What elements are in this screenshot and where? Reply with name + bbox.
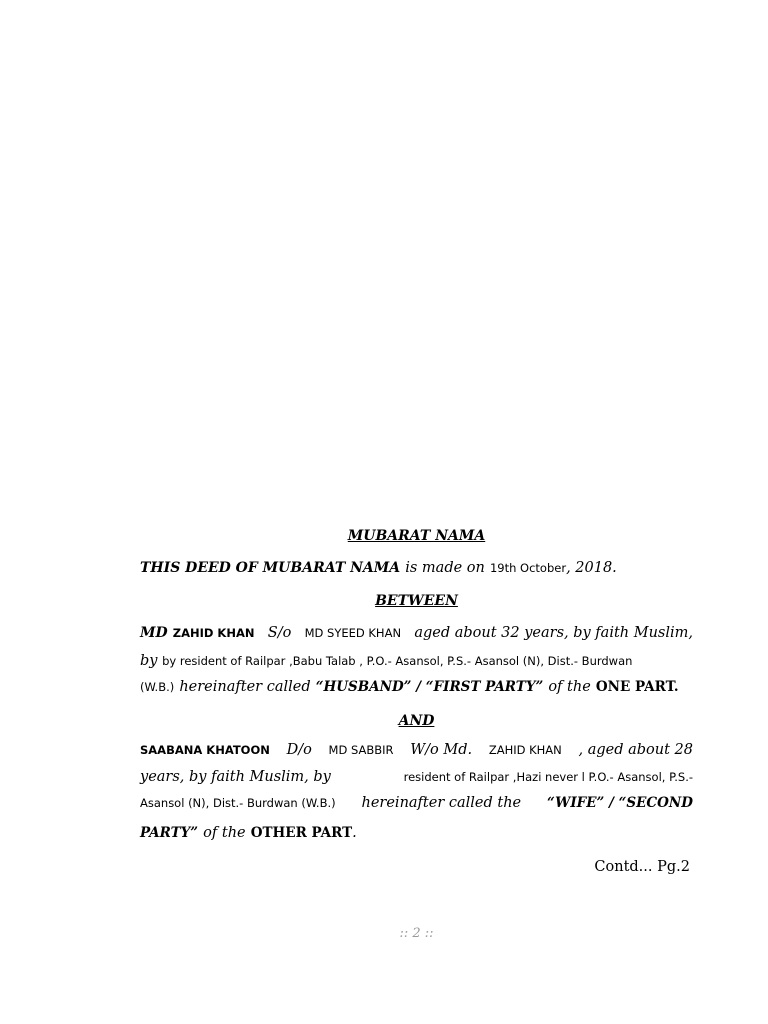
between-heading: BETWEEN (375, 593, 458, 609)
page-number: :: 2 :: (399, 926, 434, 941)
first-party-name: ZAHID KHAN (172, 626, 255, 640)
first-party-line-3: (W.B.) hereinafter called “HUSBAND” / “FIRST PARTY” of the ONE PART. (140, 679, 679, 695)
first-party-line-2: by by resident of Railpar ,Babu Talab , P.O.- Asansol, P.S.- Asansol (N), Dist.- Burdwan (140, 653, 633, 669)
deed-date: 19th October (489, 561, 567, 575)
continued-note: Contd... Pg.2 (594, 859, 690, 875)
document-title: MUBARAT NAMA (347, 528, 486, 544)
first-party-father: MD SYEED KHAN (304, 626, 402, 640)
second-party-line-1: SAABANA KHATOON D/o MD SABBIR W/o Md. ZAHID KHAN , aged about 28 (140, 742, 693, 758)
second-party-role: “WIFE” / “SECOND (547, 795, 693, 811)
second-party-line-2: years, by faith Muslim, by resident of Railpar ,Hazi never l P.O.- Asansol, P.S.- (140, 769, 693, 785)
second-party-father: MD SABBIR (328, 743, 394, 757)
deed-lead: THIS DEED OF MUBARAT NAMA (140, 560, 401, 576)
and-heading: AND (398, 713, 435, 729)
first-party-line-1: MD ZAHID KHAN S/o MD SYEED KHAN aged about 32 years, by faith Muslim, (140, 625, 693, 641)
second-party-name: SAABANA KHATOON (140, 743, 270, 757)
second-party-line-4: PARTY” of the OTHER PART. (140, 825, 357, 841)
first-party-role: “HUSBAND” / “FIRST PARTY” (315, 679, 544, 695)
intro-line: THIS DEED OF MUBARAT NAMA is made on 19th October, 2018. (140, 560, 617, 576)
second-party-husband: ZAHID KHAN (488, 743, 562, 757)
second-party-line-3: Asansol (N), Dist.- Burdwan (W.B.) hereinafter called the “WIFE” / “SECOND (140, 795, 693, 811)
